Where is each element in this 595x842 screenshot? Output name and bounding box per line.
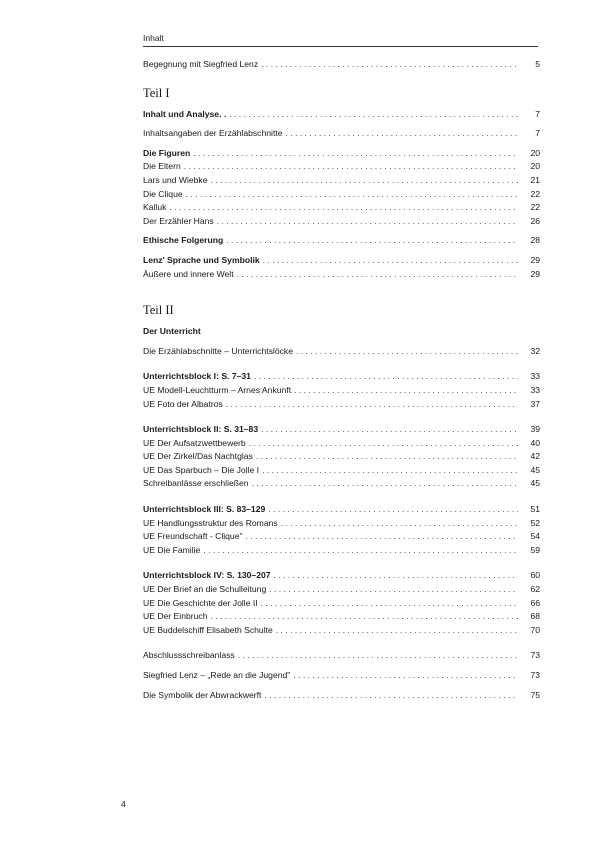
toc-entry[interactable] <box>143 234 540 248</box>
leader-dots <box>261 58 518 72</box>
toc-entry-page: 45 <box>530 464 540 475</box>
toc-entry-page: 59 <box>530 544 540 555</box>
toc-entry-page: 5 <box>535 59 540 69</box>
toc-entry[interactable] <box>143 384 540 398</box>
toc-entry-page: 51 <box>530 504 540 515</box>
toc-entry-page: 22 <box>530 202 540 213</box>
toc-entry-title: Unterrichtsblock II: S. 31–83 <box>143 424 259 435</box>
toc-entry[interactable] <box>143 517 540 531</box>
leader-dots <box>249 437 518 451</box>
toc-entry-title: UE Handlungsstruktur des Romans <box>143 517 278 528</box>
toc-entry[interactable] <box>143 254 540 268</box>
leader-dots <box>269 583 518 597</box>
toc-entry-title: Lenz' Sprache und Symbolik <box>143 254 260 265</box>
leader-dots <box>293 669 518 683</box>
toc-entry-page: 7 <box>535 128 540 139</box>
toc-entry-title: Siegfried Lenz – „Rede an die Jugend" <box>143 670 291 680</box>
toc-entry-page: 33 <box>530 384 540 395</box>
leader-dots <box>286 127 518 141</box>
toc-entry[interactable] <box>143 127 540 141</box>
toc-entry-title: UE Modell-Leuchtturm – Arnes Ankunft <box>143 384 292 395</box>
leader-dots <box>294 384 518 398</box>
toc-entry-page: 70 <box>530 624 540 635</box>
leader-dots <box>226 398 518 412</box>
toc-entry[interactable] <box>143 147 540 161</box>
leader-dots <box>254 370 518 384</box>
toc-entry[interactable] <box>143 477 540 491</box>
toc-entry-title: UE Der Brief an die Schulleitung <box>143 584 267 595</box>
toc-entry-page: 42 <box>530 451 540 462</box>
toc-entry-title: Inhalt und Analyse. . <box>143 108 227 119</box>
toc-entry-title: UE Der Aufsatzwettbewerb <box>143 437 246 448</box>
subsection-heading: Der Unterricht <box>143 326 201 337</box>
toc-entry-title: Begegnung mit Siegfried Lenz <box>143 59 259 69</box>
leader-dots <box>256 450 518 464</box>
toc-entry[interactable] <box>143 437 540 451</box>
toc-entry[interactable] <box>143 649 540 663</box>
toc-entry-title: Ethische Folgerung <box>143 235 224 246</box>
leader-dots <box>264 689 518 703</box>
toc-entry-page: 60 <box>530 570 540 581</box>
toc-entry[interactable] <box>143 268 540 282</box>
toc-entry-title: Die Erzählabschnitte – Unterrichtslöcke <box>143 345 293 356</box>
toc-entry[interactable] <box>143 503 540 517</box>
leader-dots <box>296 345 518 359</box>
toc-entry-page: 7 <box>535 108 540 119</box>
toc-entry-page: 29 <box>530 254 540 265</box>
toc-entry[interactable] <box>143 201 540 215</box>
leader-dots <box>211 174 519 188</box>
toc-entry-title: Unterrichtsblock III: S. 83–129 <box>143 504 266 515</box>
toc-entry-title: UE Die Geschichte der Jolle II <box>143 597 258 608</box>
leader-dots <box>274 569 518 583</box>
toc-entry-title: Der Erzähler Hans <box>143 215 214 226</box>
toc-entry[interactable] <box>143 689 540 703</box>
toc-entry-page: 22 <box>530 188 540 199</box>
section-heading-teil-2: Teil II <box>143 303 174 318</box>
toc-entry[interactable] <box>143 160 540 174</box>
leader-dots <box>169 201 518 215</box>
toc-entry[interactable] <box>143 583 540 597</box>
section-heading-teil-1: Teil I <box>143 85 170 100</box>
leader-dots <box>229 108 518 122</box>
toc-entry-title: Lars und Wiebke <box>143 174 208 185</box>
toc-entry[interactable] <box>143 669 540 683</box>
leader-dots <box>261 597 518 611</box>
leader-dots <box>210 610 518 624</box>
toc-entry-title: UE Das Sparbuch – Die Jolle I <box>143 464 260 475</box>
toc-entry-title: Die Figuren <box>143 147 191 158</box>
toc-entry-title: UE Buddelschiff Elisabeth Schulte <box>143 624 273 635</box>
toc-entry[interactable] <box>143 174 540 188</box>
toc-entry-intro[interactable] <box>143 58 540 72</box>
toc-entry[interactable] <box>143 345 540 359</box>
leader-dots <box>261 423 518 437</box>
toc-entry-page: 45 <box>530 478 540 489</box>
toc-entry-page: 33 <box>530 371 540 382</box>
toc-entry-title: UE Der Zirkel/Das Nachtglas <box>143 451 253 462</box>
toc-entry-page: 26 <box>530 215 540 226</box>
leader-dots <box>226 234 518 248</box>
leader-dots <box>203 544 518 558</box>
toc-entry[interactable] <box>143 610 540 624</box>
toc-entry-page: 39 <box>530 424 540 435</box>
leader-dots <box>246 530 518 544</box>
leader-dots <box>193 147 518 161</box>
toc-entry[interactable] <box>143 188 540 202</box>
toc-entry[interactable] <box>143 530 540 544</box>
toc-entry[interactable] <box>143 108 540 122</box>
toc-entry-title: UE Freundschaft - Clique" <box>143 531 243 542</box>
toc-entry[interactable] <box>143 215 540 229</box>
toc-entry-page: 28 <box>530 235 540 246</box>
toc-entry-page: 21 <box>530 174 540 185</box>
leader-dots <box>238 649 518 663</box>
toc-entry-title: Unterrichtsblock I: S. 7–31 <box>143 371 251 382</box>
leader-dots <box>263 254 518 268</box>
toc-entry-title: UE Foto der Albatros <box>143 398 223 409</box>
leader-dots <box>184 160 518 174</box>
toc-entry-page: 75 <box>530 689 540 700</box>
toc-entry-page: 29 <box>530 268 540 279</box>
toc-entry-page: 52 <box>530 517 540 528</box>
leader-dots <box>252 477 518 491</box>
toc-entry-title: Die Eltern <box>143 161 181 172</box>
toc-entry-page: 73 <box>530 670 540 680</box>
toc-entry-page: 20 <box>530 147 540 158</box>
toc-entry[interactable] <box>143 370 540 384</box>
toc-entry-title: Äußere und innere Welt <box>143 268 234 279</box>
leader-dots <box>217 215 518 229</box>
leader-dots <box>281 517 518 531</box>
toc-entry[interactable] <box>143 624 540 638</box>
leader-dots <box>262 464 518 478</box>
toc-entry-title: Die Clique <box>143 188 183 199</box>
toc-entry-title: Schreibanlässe erschließen <box>143 478 249 489</box>
toc-entry-page: 32 <box>530 345 540 356</box>
toc-entry-title: Unterrichtsblock IV: S. 130–207 <box>143 570 271 581</box>
toc-entry-title: Abschlussschreibanlass <box>143 650 235 661</box>
toc-entry-page: 73 <box>530 650 540 661</box>
toc-entry-page: 62 <box>530 584 540 595</box>
toc-entry-title: Die Symbolik der Abwrackwerft <box>143 689 262 700</box>
leader-dots <box>268 503 518 517</box>
toc-entry-title: UE Der Einbruch <box>143 611 208 622</box>
toc-entry[interactable] <box>143 569 540 583</box>
toc-entry[interactable] <box>143 464 540 478</box>
toc-entry-page: 40 <box>530 437 540 448</box>
toc-entry-page: 68 <box>530 611 540 622</box>
table-of-contents <box>143 58 540 702</box>
toc-entry-title: Inhaltsangaben der Erzählabschnitte <box>143 128 283 139</box>
toc-entry[interactable] <box>143 423 540 437</box>
leader-dots <box>186 188 518 202</box>
toc-entry-title: Kalluk <box>143 202 167 213</box>
toc-entry-page: 37 <box>530 398 540 409</box>
running-header: Inhalt <box>143 33 538 47</box>
toc-entry[interactable] <box>143 450 540 464</box>
toc-entry[interactable] <box>143 544 540 558</box>
toc-entry-page: 66 <box>530 597 540 608</box>
page-number: 4 <box>121 799 126 809</box>
toc-entry[interactable] <box>143 597 540 611</box>
leader-dots <box>237 268 518 282</box>
toc-entry[interactable] <box>143 398 540 412</box>
toc-entry-page: 20 <box>530 161 540 172</box>
toc-entry-title: UE Die Familie <box>143 544 201 555</box>
toc-entry-page: 54 <box>530 531 540 542</box>
leader-dots <box>276 624 518 638</box>
